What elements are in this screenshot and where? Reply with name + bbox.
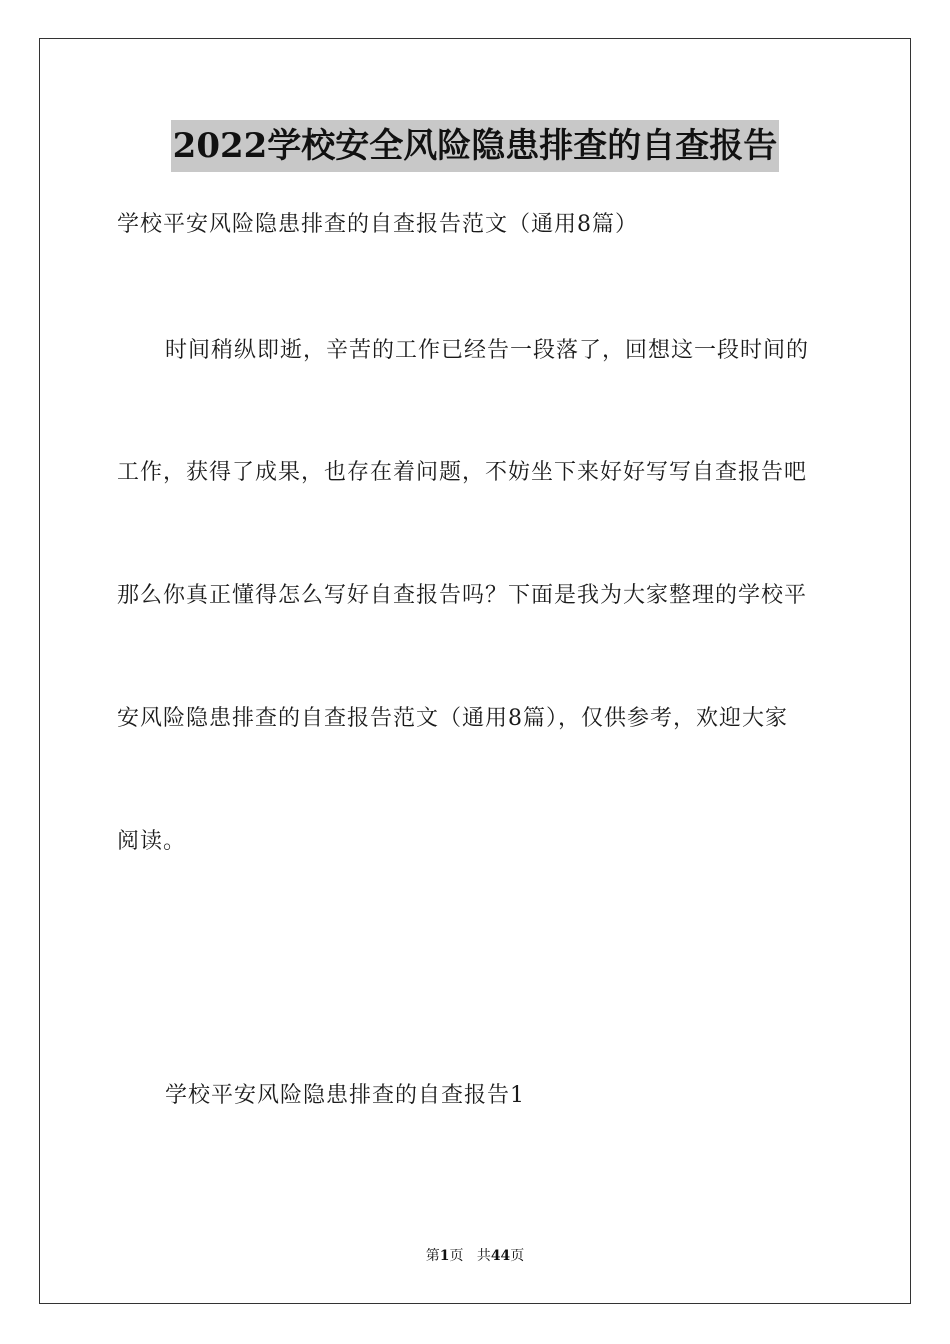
document-title: 2022学校安全风险隐患排查的自查报告 xyxy=(171,120,780,172)
title-container xyxy=(0,120,950,172)
section-heading: 学校平安风险隐患排查的自查报告1 xyxy=(165,1083,525,1108)
page-footer xyxy=(0,1246,950,1266)
footer-page-suffix: 页 xyxy=(449,1248,464,1264)
paragraph-line-5: 阅读。 xyxy=(117,829,187,854)
footer-page-prefix: 第 xyxy=(425,1248,440,1264)
footer-page-current: 1 xyxy=(439,1248,450,1264)
paragraph-line-4: 安风险隐患排查的自查报告范文（通用8篇），仅供参考，欢迎大家 xyxy=(117,706,788,731)
footer-page-total: 44 xyxy=(490,1248,511,1264)
footer-total-suffix: 页 xyxy=(510,1248,525,1264)
paragraph-line-2: 工作，获得了成果，也存在着问题，不妨坐下来好好写写自查报告吧 xyxy=(117,460,808,485)
document-subtitle: 学校平安风险隐患排查的自查报告范文（通用8篇） xyxy=(117,212,638,237)
paragraph-line-1: 时间稍纵即逝，辛苦的工作已经告一段落了，回想这一段时间的 xyxy=(165,338,810,363)
paragraph-line-3: 那么你真正懂得怎么写好自查报告吗？下面是我为大家整理的学校平 xyxy=(117,583,808,608)
footer-total-prefix: 共 xyxy=(476,1248,491,1264)
